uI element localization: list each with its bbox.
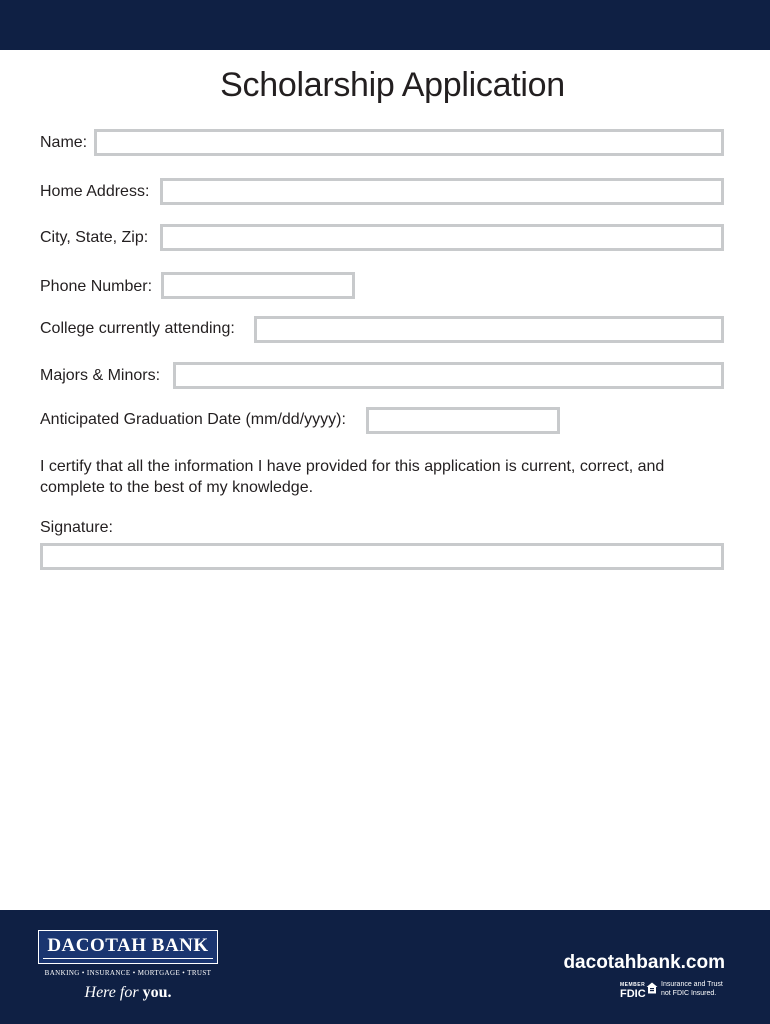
home-address-input[interactable] <box>160 178 724 205</box>
slogan-emphasis: you. <box>142 984 172 1001</box>
graduation-date-label: Anticipated Graduation Date (mm/dd/yyyy): <box>40 411 346 428</box>
page-title: Scholarship Application <box>220 66 565 104</box>
equal-housing-icon <box>646 982 658 994</box>
home-address-label: Home Address: <box>40 183 150 200</box>
bank-logo-name: DACOTAH BANK <box>47 935 209 956</box>
disclaimer-line-1: Insurance and Trust <box>661 981 723 988</box>
certification-text: I certify that all the information I have provided for this application is current, correct, and complete to the best of my knowledge. <box>40 458 665 496</box>
fdic-member-text: MEMBER <box>620 982 646 988</box>
name-label: Name: <box>40 134 88 151</box>
logo-rule <box>43 958 213 959</box>
college-label: College currently attending: <box>40 320 235 337</box>
website-link[interactable]: dacotahbank.com <box>563 952 725 973</box>
insurance-disclaimer <box>661 980 723 998</box>
signature-input[interactable] <box>40 543 724 570</box>
disclaimer-line-2: not FDIC Insured. <box>661 990 717 997</box>
slogan <box>38 984 218 1002</box>
city-state-zip-label: City, State, Zip: <box>40 229 149 246</box>
slogan-prefix: Here for <box>84 984 139 1001</box>
fdic-logo <box>620 982 646 1000</box>
phone-number-input[interactable] <box>161 272 355 299</box>
bank-tagline: BANKING • INSURANCE • MORTGAGE • TRUST <box>44 969 212 977</box>
majors-minors-label: Majors & Minors: <box>40 367 161 384</box>
fdic-text: FDIC <box>620 988 646 1000</box>
header-band <box>0 0 770 50</box>
phone-number-label: Phone Number: <box>40 278 153 295</box>
signature-label: Signature: <box>40 519 113 536</box>
name-input[interactable] <box>94 129 724 156</box>
footer <box>0 910 770 1024</box>
graduation-date-input[interactable] <box>366 407 560 434</box>
city-state-zip-input[interactable] <box>160 224 724 251</box>
majors-minors-input[interactable] <box>173 362 724 389</box>
bank-logo <box>38 930 218 964</box>
college-input[interactable] <box>254 316 724 343</box>
